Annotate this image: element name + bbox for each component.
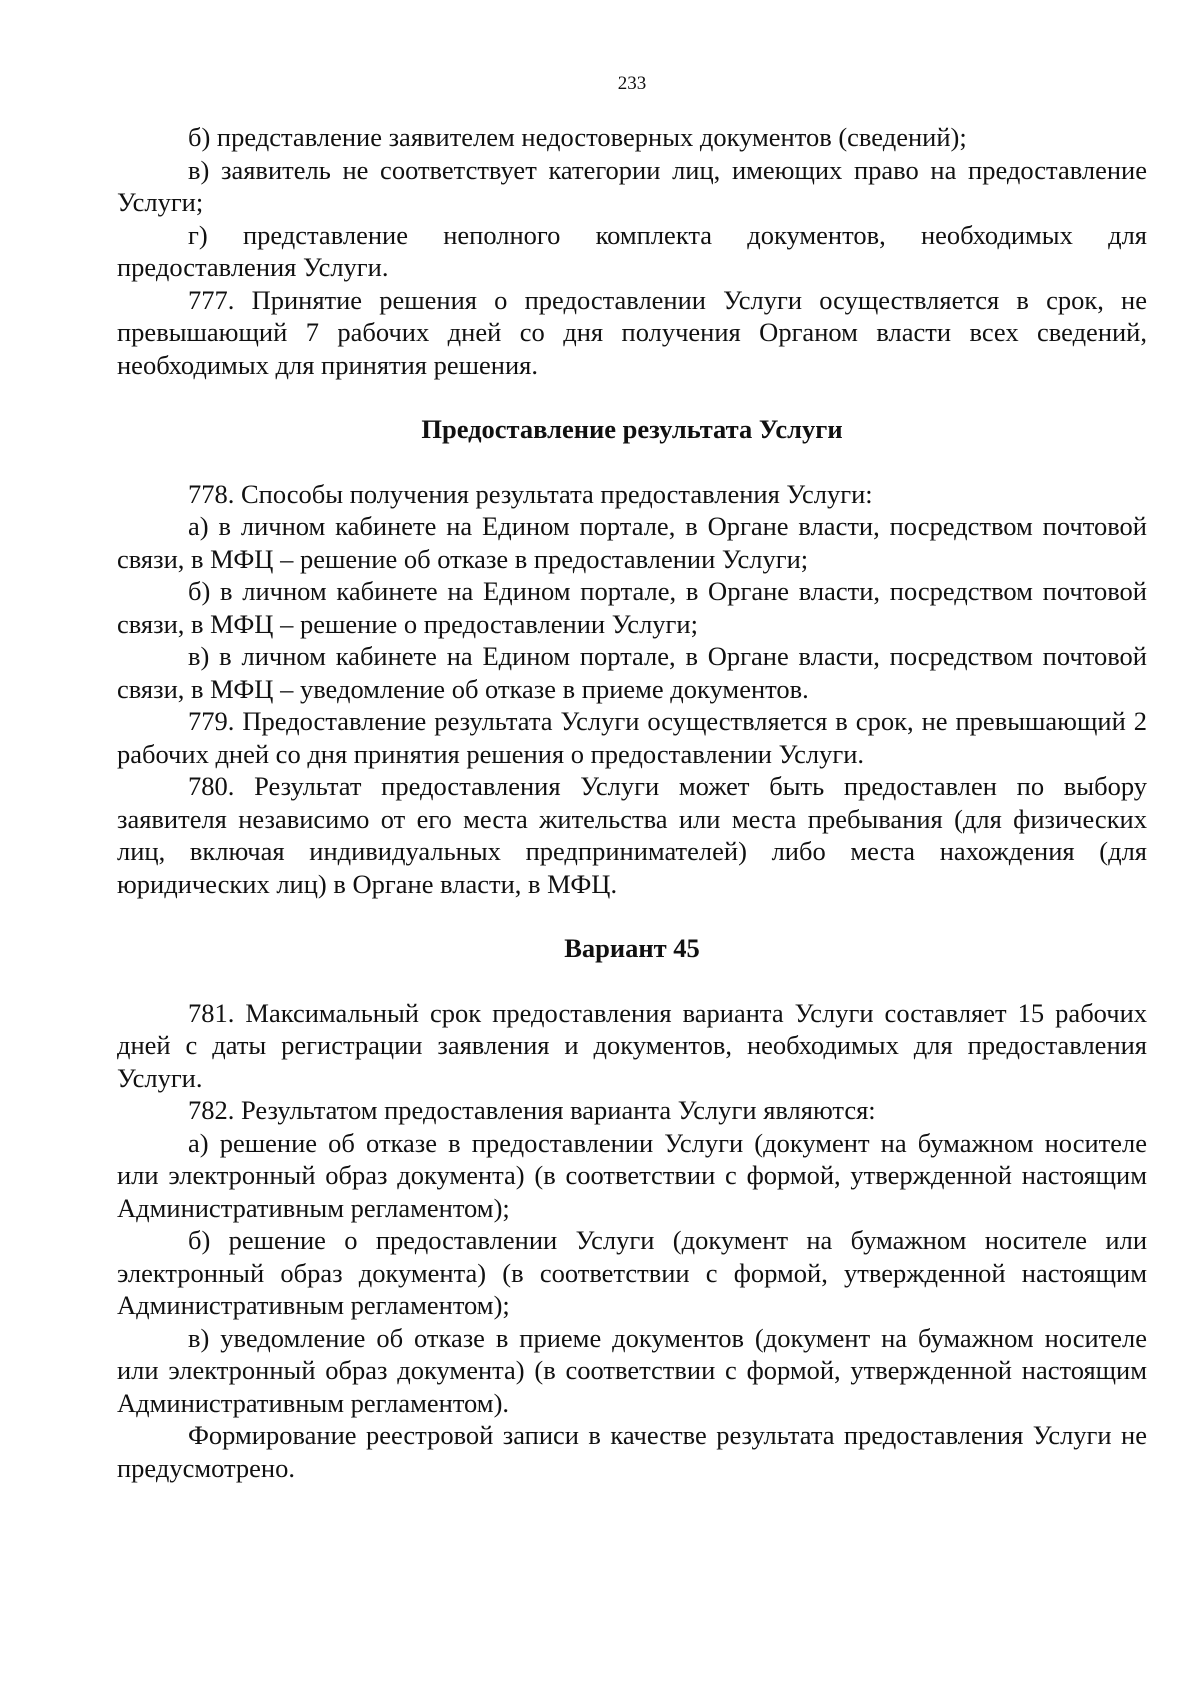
paragraph-item-g: г) представление неполного комплекта документов, необходимых для предоставления Услуги. (117, 219, 1147, 282)
paragraph-779: 779. Предоставление результата Услуги осуществляется в срок, не превышающий 2 рабочих дней со дня принятия решения о предоставлении Услуги. (117, 706, 1147, 769)
paragraph-item-v: в) заявитель не соответствует категории лиц, имеющих право на предоставление Услуги; (117, 154, 1147, 217)
paragraph-780: 780. Результат предоставления Услуги может быть предоставлен по выбору заявителя независимо от его места жительства или места пребывания (для физических лиц, включая индивидуальных предпринимателей) либо места нахождения (для юридических лиц) в Органе власти, в МФЦ. (117, 771, 1147, 899)
document-body (117, 121, 1147, 1484)
section-heading-result: Предоставление результата Услуги (421, 414, 843, 444)
paragraph-782-v: в) уведомление об отказе в приеме документов (документ на бумажном носителе или электронный образ документа) (в соответствии с формой, утвержденной настоящим Административным регламентом). (117, 1322, 1147, 1418)
paragraph-778-b: б) в личном кабинете на Едином портале, в Органе власти, посредством почтовой связи, в МФЦ – решение о предоставлении Услуги; (117, 576, 1147, 639)
paragraph-778: 778. Способы получения результата предоставления Услуги: (188, 478, 873, 509)
section-heading-variant: Вариант 45 (564, 933, 700, 963)
page-number: 233 (617, 73, 647, 94)
paragraph-782-a: а) решение об отказе в предоставлении Услуги (документ на бумажном носителе или электронный образ документа) (в соответствии с формой, утвержденной настоящим Административным регламентом); (117, 1127, 1147, 1223)
paragraph-777: 777. Принятие решения о предоставлении Услуги осуществляется в срок, не превышающий 7 рабочих дней со дня получения Органом власти всех сведений, необходимых для принятия решения. (117, 284, 1147, 380)
paragraph-registry-note: Формирование реестровой записи в качестве результата предоставления Услуги не предусмотрено. (117, 1420, 1147, 1483)
paragraph-782: 782. Результатом предоставления варианта Услуги являются: (188, 1095, 876, 1125)
paragraph-781: 781. Максимальный срок предоставления варианта Услуги составляет 15 рабочих дней с даты регистрации заявления и документов, необходимых для предоставления Услуги. (117, 997, 1147, 1093)
paragraph-778-a: а) в личном кабинете на Едином портале, в Органе власти, посредством почтовой связи, в МФЦ – решение об отказе в предоставлении Услуги; (117, 511, 1147, 574)
paragraph-782-b: б) решение о предоставлении Услуги (документ на бумажном носителе или электронный образ документа) (в соответствии с формой, утвержденной настоящим Административным регламентом); (117, 1225, 1147, 1320)
paragraph-778-v: в) в личном кабинете на Едином портале, в Органе власти, посредством почтовой связи, в МФЦ – уведомление об отказе в приеме документов. (117, 641, 1147, 704)
paragraph-item-b: б) представление заявителем недостоверных документов (сведений); (188, 122, 967, 152)
